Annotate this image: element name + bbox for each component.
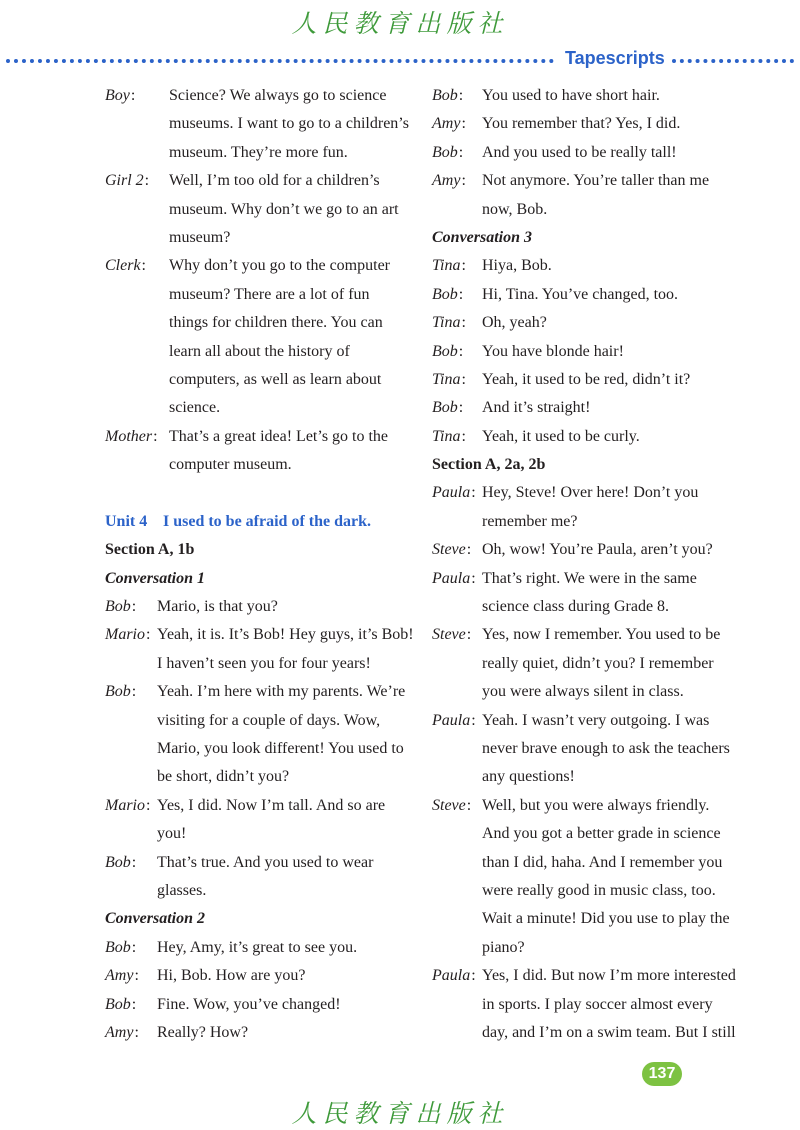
dialogue-text: Really? How? — [157, 1023, 249, 1041]
dialogue-text: never brave enough to ask the teachers — [482, 739, 730, 757]
left-column — [105, 82, 413, 1047]
dialogue-line — [105, 991, 413, 1019]
dialogue-text: glasses. — [157, 881, 207, 899]
speaker-label: Girl 2 — [105, 172, 144, 190]
dialogue-text: visiting for a couple of days. Wow, — [157, 711, 381, 729]
dialogue-line — [105, 962, 413, 990]
dialogue-line — [432, 593, 752, 621]
dialogue-line — [432, 508, 752, 536]
dialogue-text: Oh, wow! You’re Paula, aren’t you? — [482, 541, 713, 559]
speaker-label: Amy — [432, 115, 461, 133]
running-header — [0, 45, 800, 75]
dialogue-line — [432, 394, 752, 422]
speaker-colon: : — [146, 796, 151, 814]
dialogue-text: Hiya, Bob. — [482, 257, 552, 275]
dialogue-line — [432, 763, 752, 791]
speaker-label: Amy — [105, 967, 134, 985]
speaker-colon: : — [144, 172, 150, 190]
dialogue-line — [105, 196, 413, 224]
speaker-colon: : — [131, 938, 137, 956]
dialogue-line — [105, 707, 413, 735]
unit-number: Unit 4 — [105, 512, 148, 530]
speaker-colon: : — [146, 626, 151, 644]
dialogue-text: You remember that? Yes, I did. — [482, 115, 681, 133]
dialogue-text: Hey, Amy, it’s great to see you. — [157, 938, 358, 956]
dialogue-line — [105, 593, 413, 621]
speaker-colon: : — [131, 853, 137, 871]
dialogue-line — [432, 905, 752, 933]
speaker-label: Bob — [105, 598, 131, 616]
dialogue-line — [105, 792, 413, 820]
speaker-label: Tina — [432, 427, 461, 445]
dialogue-text: And you got a better grade in science — [482, 825, 721, 843]
dialogue-line — [105, 252, 413, 280]
dialogue-text: any questions! — [482, 768, 575, 786]
dialogue-text: you! — [157, 825, 187, 843]
dialogue-text: museum. They’re more fun. — [169, 143, 348, 161]
dialogue-text: learn all about the history of — [169, 342, 350, 360]
dialogue-line — [105, 167, 413, 195]
speaker-colon: : — [131, 598, 137, 616]
dialogue-text: Yes, I did. Now I’m tall. And so are — [157, 796, 386, 814]
dialogue-text: Yeah, it used to be curly. — [482, 427, 640, 445]
dialogue-line — [432, 621, 752, 649]
dialogue-line — [432, 991, 752, 1019]
speaker-colon: : — [458, 399, 464, 417]
dialogue-line — [432, 849, 752, 877]
dialogue-line — [432, 565, 752, 593]
speaker-label: Paula — [432, 967, 471, 985]
speaker-label: Steve — [432, 796, 466, 814]
dialogue-text: I haven’t seen you for four years! — [157, 654, 371, 672]
publisher-logo-top: 人民教育出版社 — [291, 9, 509, 38]
dialogue-line — [105, 309, 413, 337]
dialogue-line — [432, 252, 752, 280]
dialogue-line — [432, 167, 752, 195]
dialogue-line — [105, 451, 413, 479]
conversation-heading: Conversation 2 — [105, 910, 206, 928]
dialogue-line — [105, 763, 413, 791]
speaker-colon: : — [131, 995, 137, 1013]
speaker-colon: : — [130, 87, 136, 104]
dialogue-text: Hi, Bob. How are you? — [157, 967, 306, 985]
dialogue-line — [432, 678, 752, 706]
header-title: Tapescripts — [565, 48, 665, 68]
dialogue-text: That’s a great idea! Let’s go to the — [169, 427, 389, 445]
dialogue-text: museums. I want to go to a children’s — [169, 115, 409, 133]
speaker-colon: : — [141, 257, 146, 275]
dialogue-text: Fine. Wow, you’ve changed! — [157, 995, 341, 1013]
speaker-colon: : — [466, 541, 472, 559]
dialogue-line — [432, 820, 752, 848]
dialogue-text: That’s right. We were in the same — [482, 569, 697, 587]
speaker-label: Paula — [432, 569, 471, 587]
dialogue-line — [105, 82, 413, 110]
speaker-label: Amy — [105, 1023, 134, 1041]
speaker-colon: : — [461, 172, 466, 190]
dialogue-text: That’s true. And you used to wear — [157, 853, 374, 871]
dialogue-text: And it’s straight! — [482, 399, 591, 417]
dialogue-line — [432, 792, 752, 820]
dialogue-line — [105, 877, 413, 905]
speaker-label: Mario — [105, 626, 145, 644]
dialogue-text: Hey, Steve! Over here! Don’t you — [482, 484, 699, 502]
dialogue-line — [432, 650, 752, 678]
dialogue-line — [432, 196, 752, 224]
speaker-colon: : — [471, 967, 476, 985]
dialogue-line — [105, 820, 413, 848]
dialogue-text: you were always silent in class. — [482, 683, 684, 701]
dialogue-line — [432, 536, 752, 564]
section-heading: Section A, 1b — [105, 541, 195, 559]
speaker-colon: : — [458, 143, 464, 161]
dialogue-line — [105, 621, 413, 649]
speaker-label: Bob — [105, 938, 131, 956]
speaker-label: Steve — [432, 541, 466, 559]
dialogue-text: science class during Grade 8. — [482, 598, 670, 616]
header-dotted-rule-left — [6, 59, 554, 63]
dialogue-line — [105, 650, 413, 678]
dialogue-line — [432, 1019, 752, 1047]
dialogue-text: were really good in music class, too. — [482, 881, 716, 899]
speaker-colon: : — [458, 87, 464, 104]
dialogue-text: computers, as well as learn about — [169, 370, 382, 388]
speaker-label: Bob — [105, 683, 131, 701]
dialogue-text: Science? We always go to science — [169, 87, 387, 104]
speaker-colon: : — [461, 314, 466, 332]
speaker-colon: : — [134, 1023, 139, 1041]
dialogue-line — [432, 877, 752, 905]
dialogue-line — [105, 394, 413, 422]
dialogue-text: Hi, Tina. You’ve changed, too. — [482, 285, 679, 303]
conversation-heading: Conversation 1 — [105, 569, 206, 587]
dialogue-text: than I did, haha. And I remember you — [482, 853, 723, 871]
dialogue-text: piano? — [482, 938, 525, 956]
speaker-label: Bob — [432, 143, 458, 161]
dialogue-text: remember me? — [482, 512, 578, 530]
header-dotted-rule-right — [672, 59, 794, 63]
dialogue-text: museum? There are a lot of fun — [169, 285, 370, 303]
speaker-colon: : — [466, 626, 472, 644]
dialogue-line — [105, 678, 413, 706]
dialogue-line — [105, 281, 413, 309]
speaker-colon: : — [458, 285, 464, 303]
dialogue-line — [432, 281, 752, 309]
speaker-label: Bob — [432, 399, 458, 417]
speaker-colon: : — [461, 370, 466, 388]
speaker-colon: : — [153, 427, 158, 445]
speaker-label: Paula — [432, 484, 471, 502]
speaker-colon: : — [461, 257, 466, 275]
speaker-label: Tina — [432, 370, 461, 388]
dialogue-line — [105, 110, 413, 138]
dialogue-text: Well, I’m too old for a children’s — [169, 172, 380, 190]
dialogue-line — [105, 338, 413, 366]
right-column — [432, 82, 752, 1047]
dialogue-line — [432, 423, 752, 451]
dialogue-text: Yeah, it used to be red, didn’t it? — [482, 370, 691, 388]
publisher-logo-bottom: 人民教育出版社 — [291, 1099, 509, 1128]
dialogue-text: Well, but you were always friendly. — [482, 796, 710, 814]
dialogue-line — [105, 139, 413, 167]
dialogue-text: now, Bob. — [482, 200, 548, 218]
speaker-label: Steve — [432, 626, 466, 644]
dialogue-line — [432, 110, 752, 138]
dialogue-text: Not anymore. You’re taller than me — [482, 172, 710, 190]
spacer — [105, 479, 413, 507]
dialogue-line — [432, 962, 752, 990]
dialogue-line — [105, 849, 413, 877]
dialogue-text: science. — [169, 399, 221, 417]
dialogue-line — [105, 423, 413, 451]
section-heading: Section A, 2a, 2b — [432, 456, 546, 474]
dialogue-line — [432, 934, 752, 962]
speaker-colon: : — [471, 569, 476, 587]
speaker-label: Bob — [432, 342, 458, 360]
unit-title: I used to be afraid of the dark. — [163, 512, 372, 530]
dialogue-text: Yes, now I remember. You used to be — [482, 626, 721, 644]
dialogue-text: And you used to be really tall! — [482, 143, 677, 161]
speaker-label: Paula — [432, 711, 471, 729]
dialogue-text: be short, didn’t you? — [157, 768, 290, 786]
speaker-colon: : — [466, 796, 472, 814]
dialogue-line — [432, 338, 752, 366]
dialogue-line — [432, 139, 752, 167]
dialogue-text: Yes, I did. But now I’m more interested — [482, 967, 736, 985]
dialogue-text: Yeah. I’m here with my parents. We’re — [157, 683, 406, 701]
dialogue-line — [105, 1019, 413, 1047]
dialogue-line — [105, 224, 413, 252]
dialogue-line — [432, 479, 752, 507]
speaker-label: Boy — [105, 87, 130, 104]
dialogue-text: day, and I’m on a swim team. But I still — [482, 1023, 736, 1041]
page-number-badge: 137 — [642, 1062, 682, 1086]
speaker-label: Clerk — [105, 257, 141, 275]
dialogue-line — [432, 366, 752, 394]
speaker-colon: : — [471, 484, 476, 502]
speaker-colon: : — [471, 711, 476, 729]
conversation-heading: Conversation 3 — [432, 228, 533, 246]
dialogue-text: Mario, is that you? — [157, 598, 278, 616]
speaker-label: Tina — [432, 314, 461, 332]
dialogue-text: Yeah, it is. It’s Bob! Hey guys, it’s Bob! — [157, 626, 414, 644]
dialogue-text: Wait a minute! Did you use to play the — [482, 910, 730, 928]
dialogue-line — [432, 707, 752, 735]
speaker-colon: : — [134, 967, 139, 985]
dialogue-text: museum. Why don’t we go to an art — [169, 200, 399, 218]
dialogue-text: really quiet, didn’t you? I remember — [482, 654, 714, 672]
speaker-colon: : — [458, 342, 464, 360]
unit-heading — [105, 508, 413, 536]
dialogue-text: museum? — [169, 228, 231, 246]
dialogue-text: Yeah. I wasn’t very outgoing. I was — [482, 711, 710, 729]
speaker-label: Tina — [432, 257, 461, 275]
dialogue-text: You have blonde hair! — [482, 342, 624, 360]
dialogue-line — [432, 735, 752, 763]
dialogue-text: computer museum. — [169, 456, 292, 474]
speaker-label: Bob — [105, 995, 131, 1013]
dialogue-line — [432, 309, 752, 337]
dialogue-line — [105, 366, 413, 394]
speaker-colon: : — [461, 427, 466, 445]
speaker-label: Amy — [432, 172, 461, 190]
dialogue-text: things for children there. You can — [169, 314, 383, 332]
dialogue-line — [105, 735, 413, 763]
speaker-colon: : — [461, 115, 466, 133]
speaker-label: Bob — [105, 853, 131, 871]
speaker-label: Bob — [432, 87, 458, 104]
dialogue-text: in sports. I play soccer almost every — [482, 995, 713, 1013]
speaker-colon: : — [131, 683, 137, 701]
speaker-label: Mario — [105, 796, 145, 814]
dialogue-line — [432, 82, 752, 110]
dialogue-text: You used to have short hair. — [482, 87, 660, 104]
dialogue-text: Why don’t you go to the computer — [169, 257, 390, 275]
speaker-label: Bob — [432, 285, 458, 303]
dialogue-text: Mario, you look different! You used to — [157, 739, 404, 757]
dialogue-text: Oh, yeah? — [482, 314, 547, 332]
speaker-label: Mother — [105, 427, 153, 445]
dialogue-line — [105, 934, 413, 962]
